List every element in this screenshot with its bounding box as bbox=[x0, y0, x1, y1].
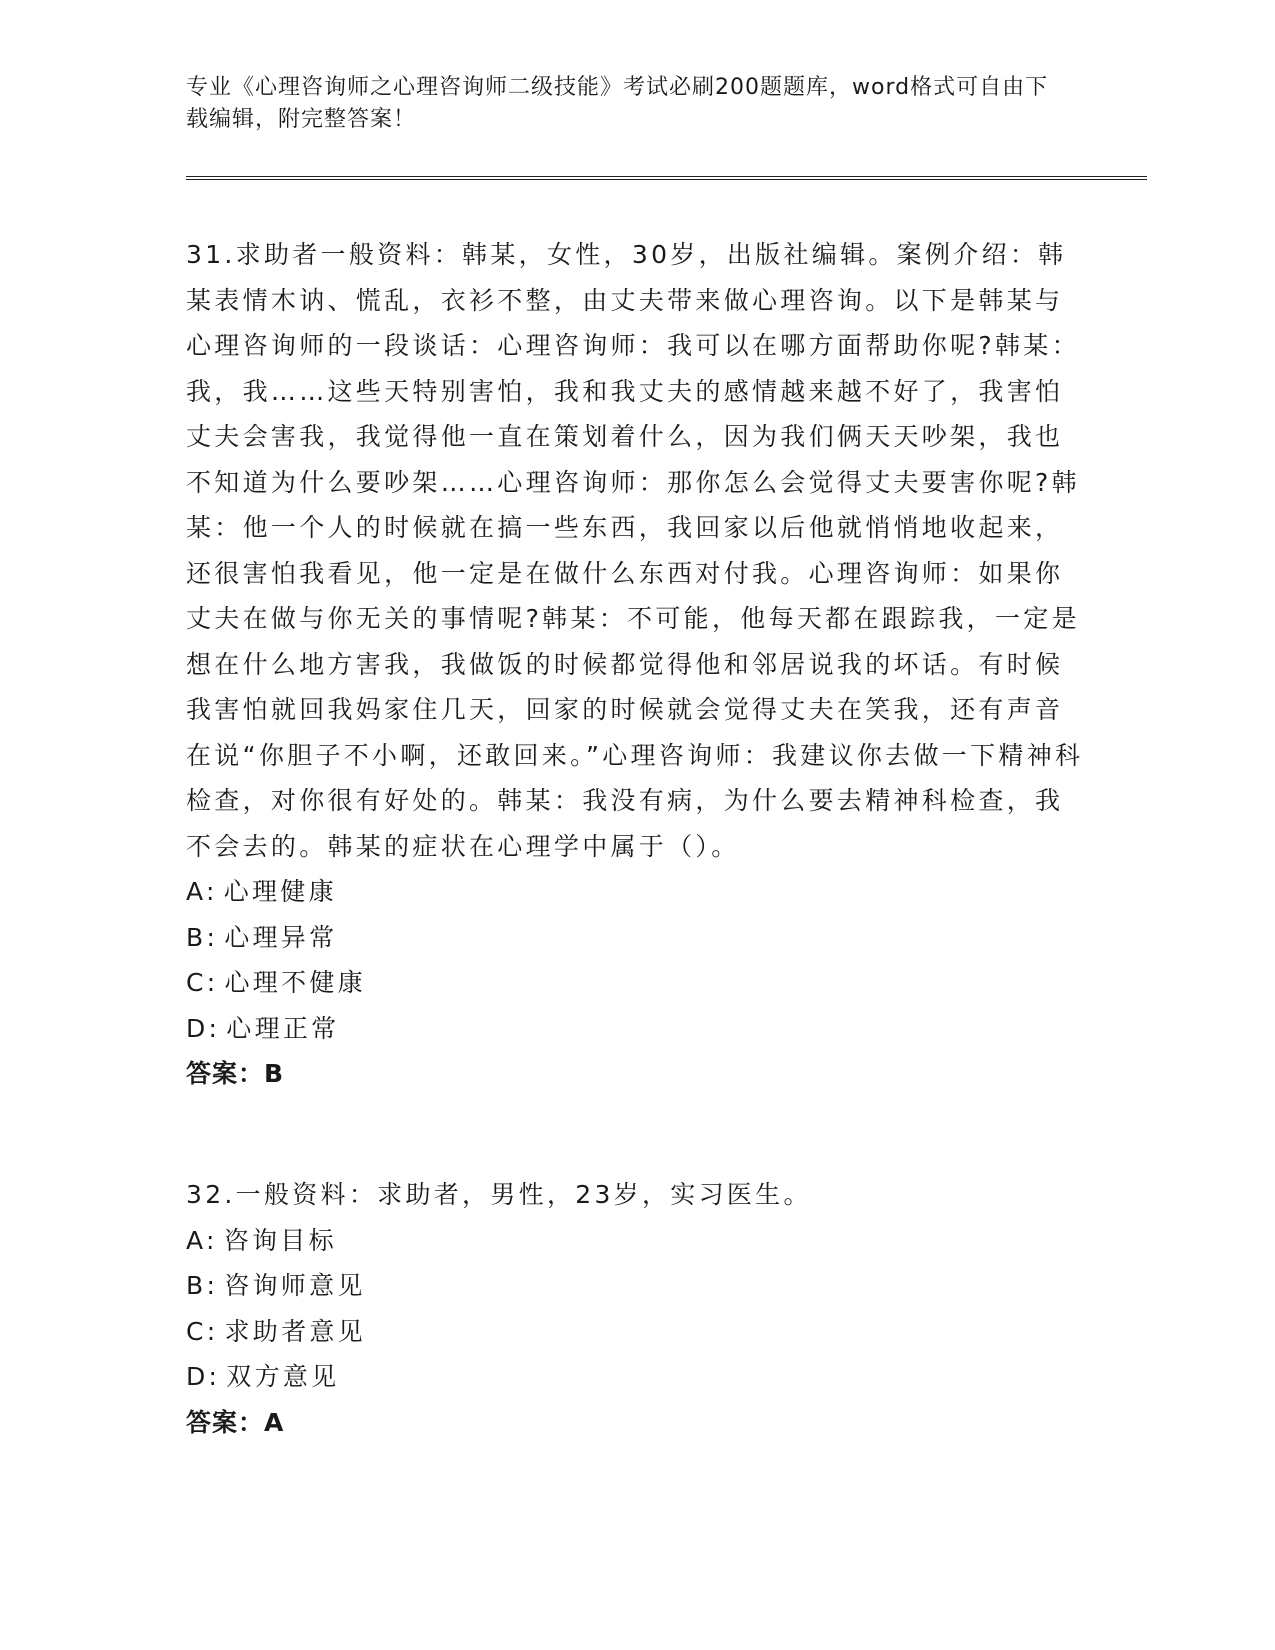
question-32 bbox=[186, 1172, 1086, 1445]
option-letter: A: bbox=[186, 877, 218, 906]
option-text: 求助者意见 bbox=[224, 1316, 366, 1346]
option-letter: D: bbox=[186, 1013, 221, 1043]
option-text: 心理异常 bbox=[224, 922, 338, 952]
question-stem: 31.求助者一般资料：韩某，女性，30岁，出版社编辑。案例介绍：韩某表情木讷、慌乱，衣衫不整，由丈夫带来做心理咨询。以下是韩某与心理咨询师的一段谈话：心理咨询师：我可以在哪方面帮助你呢?韩某：我，我……这些天特别害怕，我和我丈夫的感情越来越不好了，我害怕丈夫会害我，我觉得他一直在策划着什么，因为我们俩天天吵架，我也不知道为什么要吵架……心理咨询师：那你怎么会觉得丈夫要害你呢?韩某：他一个人的时候就在搞一些东西，我回家以后他就悄悄地收起来，还很害怕我看见，他一定是在做什么东西对付我。心理咨询师：如果你丈夫在做与你无关的事情呢?韩某：不可能，他每天都在跟踪我，一定是想在什么地方害我，我做饭的时候都觉得他和邻居说我的坏话。有时候我害怕就回我妈家住几天，回家的时候就会觉得丈夫在笑我，还有声音在说“你胆子不小啊，还敢回来。”心理咨询师：我建议你去做一下精神科检查，对你很有好处的。韩某：我没有病，为什么要去精神科检查，我不会去的。韩某的症状在心理学中属于（）。 bbox=[186, 240, 1084, 861]
answer-line: 答案：A bbox=[186, 1407, 285, 1437]
question-stem: 32.一般资料：求助者，男性，23岁，实习医生。 bbox=[186, 1180, 812, 1209]
option-text: 双方意见 bbox=[226, 1362, 340, 1391]
option-text: 心理不健康 bbox=[224, 968, 366, 997]
option-a bbox=[186, 869, 1086, 915]
option-d bbox=[186, 1006, 1086, 1052]
answer-line: 答案：B bbox=[186, 1059, 285, 1088]
option-letter: A: bbox=[186, 1225, 218, 1255]
option-text: 咨询师意见 bbox=[224, 1271, 366, 1300]
option-letter: B: bbox=[186, 922, 219, 952]
option-d bbox=[186, 1354, 1086, 1400]
header-divider bbox=[186, 176, 1147, 180]
option-text: 心理健康 bbox=[223, 877, 337, 906]
option-c bbox=[186, 960, 1086, 1006]
option-c bbox=[186, 1309, 1086, 1355]
option-b bbox=[186, 1263, 1086, 1309]
option-letter: C: bbox=[186, 1316, 219, 1346]
option-letter: D: bbox=[186, 1362, 221, 1391]
option-text: 心理正常 bbox=[226, 1013, 340, 1043]
option-a bbox=[186, 1218, 1086, 1264]
question-31 bbox=[186, 232, 1086, 1097]
document-header: 专业《心理咨询师之心理咨询师二级技能》考试必刷200题题库，word格式可自由下载编辑，附完整答案！ bbox=[186, 75, 1049, 132]
option-letter: B: bbox=[186, 1271, 219, 1300]
option-text: 咨询目标 bbox=[223, 1225, 337, 1255]
option-letter: C: bbox=[186, 968, 219, 997]
option-b bbox=[186, 915, 1086, 961]
